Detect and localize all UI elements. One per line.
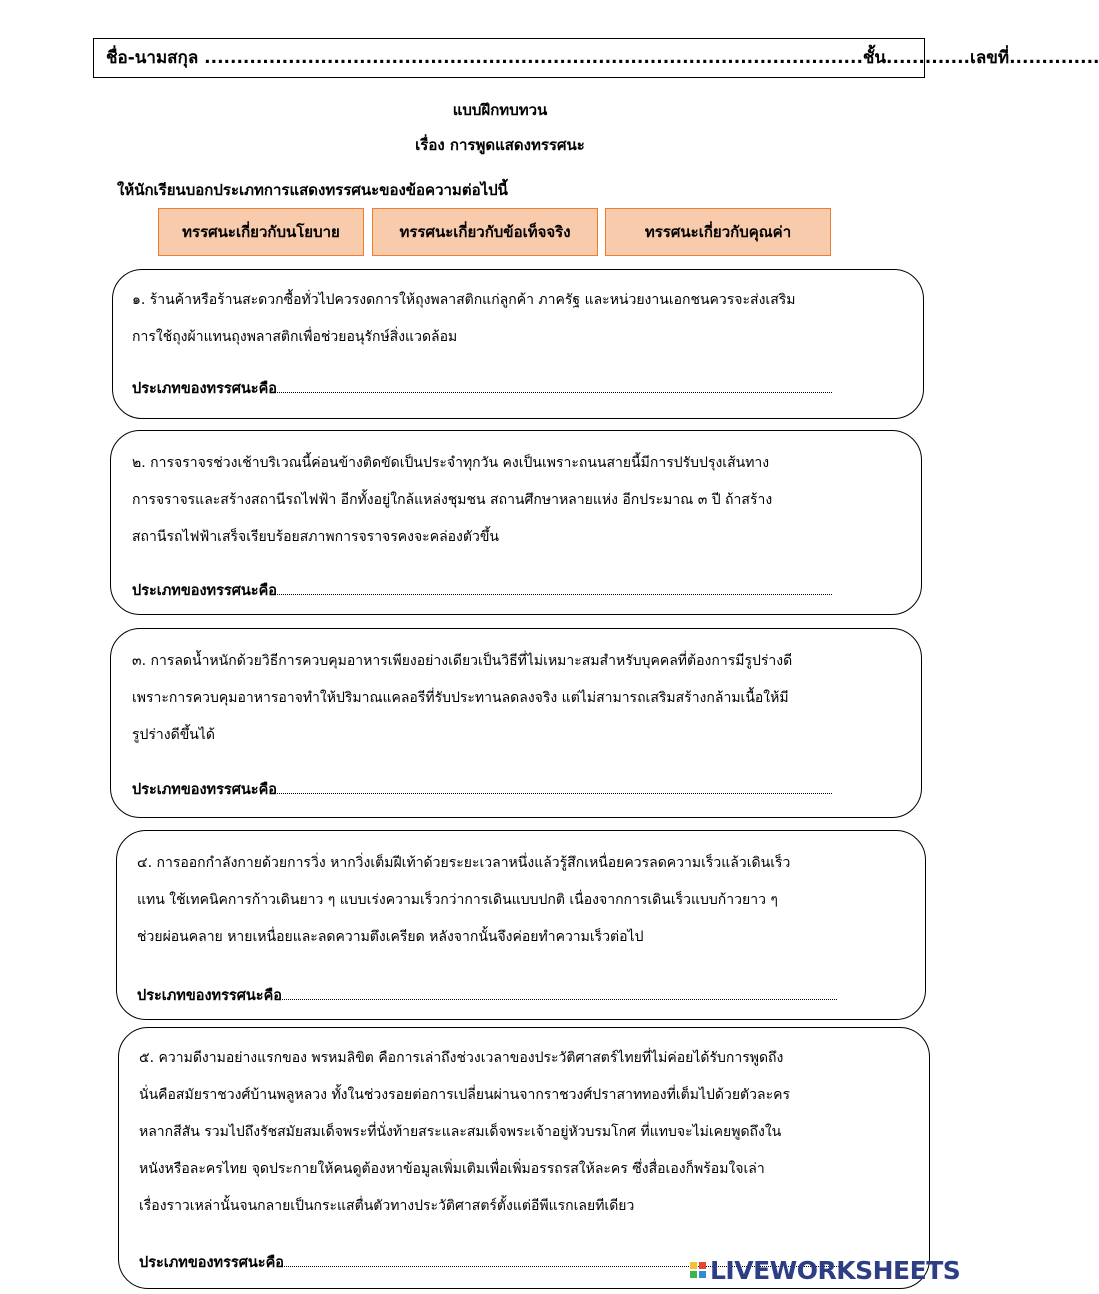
question-box-1	[112, 269, 924, 419]
question-4-line: แทน ใช้เทคนิคการก้าวเดินยาว ๆ แบบเร่งความเร็วกว่าการเดินแบบปกติ เนื่องจากการเดินเร็วแบบก้าวยาว ๆ	[137, 892, 778, 908]
question-box-2	[110, 430, 922, 615]
question-2-line: ๒. การจราจรช่วงเช้าบริเวณนี้ค่อนข้างติดขัดเป็นประจำทุกวัน คงเป็นเพราะถนนสายนี้มีการปรับปรุงเส้นทาง	[132, 455, 770, 471]
worksheet-title: แบบฝึกทบทวน	[452, 101, 548, 119]
answer-blank-3[interactable]	[277, 779, 832, 794]
liveworksheets-logo	[690, 1253, 960, 1287]
question-text-2	[132, 445, 772, 556]
question-3-line: เพราะการควบคุมอาหารอาจทำให้ปริมาณแคลอรีที่รับประทานลดลงจริง แต่ไม่สามารถเสริมสร้างกล้ามเนื้อให้มี	[132, 690, 789, 706]
question-box-4	[116, 830, 926, 1020]
question-5-line: เรื่องราวเหล่านั้นจนกลายเป็นกระแสตื่นตัวทางประวัติศาสตร์ตั้งแต่อีพีแรกเลยทีเดียว	[139, 1198, 635, 1214]
answer-blank-2[interactable]	[277, 580, 832, 595]
answer-label-2: ประเภทของทรรศนะคือ	[132, 583, 277, 599]
answer-label-1: ประเภทของทรรศนะคือ	[132, 381, 277, 397]
instruction-text: ให้นักเรียนบอกประเภทการแสดงทรรศนะของข้อความต่อไปนี้	[117, 181, 508, 199]
question-5-line: นั่นคือสมัยราชวงศ์บ้านพลูหลวง ทั้งในช่วงรอยต่อการเปลี่ยนผ่านจากราชวงศ์ปราสาททองที่เต็มไปด้วยตัวละคร	[139, 1087, 790, 1103]
question-4-line: ช่วยผ่อนคลาย หายเหนื่อยและลดความตึงเครียด หลังจากนั้นจึงค่อยทำความเร็วต่อไป	[137, 929, 644, 945]
question-5-line: ๕. ความดีงามอย่างแรกของ พรหมลิขิต คือการเล่าถึงช่วงเวลาของประวัติศาสตร์ไทยที่ไม่ค่อยได้รับการพูดถึง	[139, 1050, 784, 1066]
answer-label-3: ประเภทของทรรศนะคือ	[132, 782, 277, 798]
question-box-5	[118, 1027, 930, 1289]
question-1-line: การใช้ถุงผ้าแทนถุงพลาสติกเพื่อช่วยอนุรักษ์สิ่งแวดล้อม	[132, 329, 458, 345]
question-2-line: สถานีรถไฟฟ้าเสร็จเรียบร้อยสภาพการจราจรคงจะคล่องตัวขึ้น	[132, 529, 499, 545]
answer-row-4	[137, 984, 837, 1007]
question-3-line: ๓. การลดน้ำหนักด้วยวิธีการควบคุมอาหารเพียงอย่างเดียวเป็นวิธีที่ไม่เหมาะสมสำหรับบุคคลที่ต้องการมีรูปร่างดี	[132, 653, 793, 669]
question-5-line: หลากสีสัน รวมไปถึงรัชสมัยสมเด็จพระที่นั่งท้ายสระและสมเด็จพระเจ้าอยู่หัวบรมโกศ ที่แทบจะไม่เคยพูดถึงใน	[139, 1124, 782, 1140]
question-5-line: หนังหรือละครไทย จุดประกายให้คนดูต้องหาข้อมูลเพิ่มเติมเพื่อเพิ่มอรรถรสให้ละคร ซึ่งสื่อเองก็พร้อมใจเล่า	[139, 1161, 765, 1177]
name-class-number-field[interactable]	[93, 38, 1099, 78]
question-text-5	[139, 1040, 790, 1225]
answer-label-5: ประเภทของทรรศนะคือ	[139, 1255, 284, 1271]
worksheet-subtitle: เรื่อง การพูดแสดงทรรศนะ	[415, 136, 585, 154]
question-2-line: การจราจรและสร้างสถานีรถไฟฟ้า อีกทั้งอยู่ใกล้แหล่งชุมชน สถานศึกษาหลายแห่ง อีกประมาณ ๓ ปี ถ้าสร้าง	[132, 492, 773, 508]
header-text: ชื่อ-นามสกุล ......................................................................................................ชั้น.............เลขที่..............	[106, 48, 1099, 68]
liveworksheets-logo-icon	[690, 1262, 706, 1278]
option-policy[interactable]: ทรรศนะเกี่ยวกับนโยบาย	[158, 208, 364, 256]
question-text-4	[137, 845, 790, 956]
question-text-1	[132, 282, 796, 356]
option-fact[interactable]: ทรรศนะเกี่ยวกับข้อเท็จจริง	[372, 208, 598, 256]
liveworksheets-wordmark: LIVEWORKSHEETS	[710, 1255, 961, 1285]
answer-label-4: ประเภทของทรรศนะคือ	[137, 988, 282, 1004]
answer-blank-1[interactable]	[277, 378, 832, 393]
question-box-3	[110, 628, 922, 818]
answer-row-3	[132, 778, 832, 801]
answer-row-2	[132, 579, 832, 602]
question-4-line: ๔. การออกกำลังกายด้วยการวิ่ง หากวิ่งเต็มฝีเท้าด้วยระยะเวลาหนึ่งแล้วรู้สึกเหนื่อยควรลดความเร็วแล้วเดินเร็ว	[137, 855, 791, 871]
question-1-line: ๑. ร้านค้าหรือร้านสะดวกซื้อทั่วไปควรงดการให้ถุงพลาสติกแก่ลูกค้า ภาครัฐ และหน่วยงานเอกชนควรจะส่งเสริม	[132, 292, 796, 308]
answer-row-1	[132, 377, 832, 400]
option-value[interactable]: ทรรศนะเกี่ยวกับคุณค่า	[605, 208, 831, 256]
question-3-line: รูปร่างดีขึ้นได้	[132, 727, 215, 743]
answer-blank-4[interactable]	[282, 985, 837, 1000]
question-text-3	[132, 643, 792, 754]
